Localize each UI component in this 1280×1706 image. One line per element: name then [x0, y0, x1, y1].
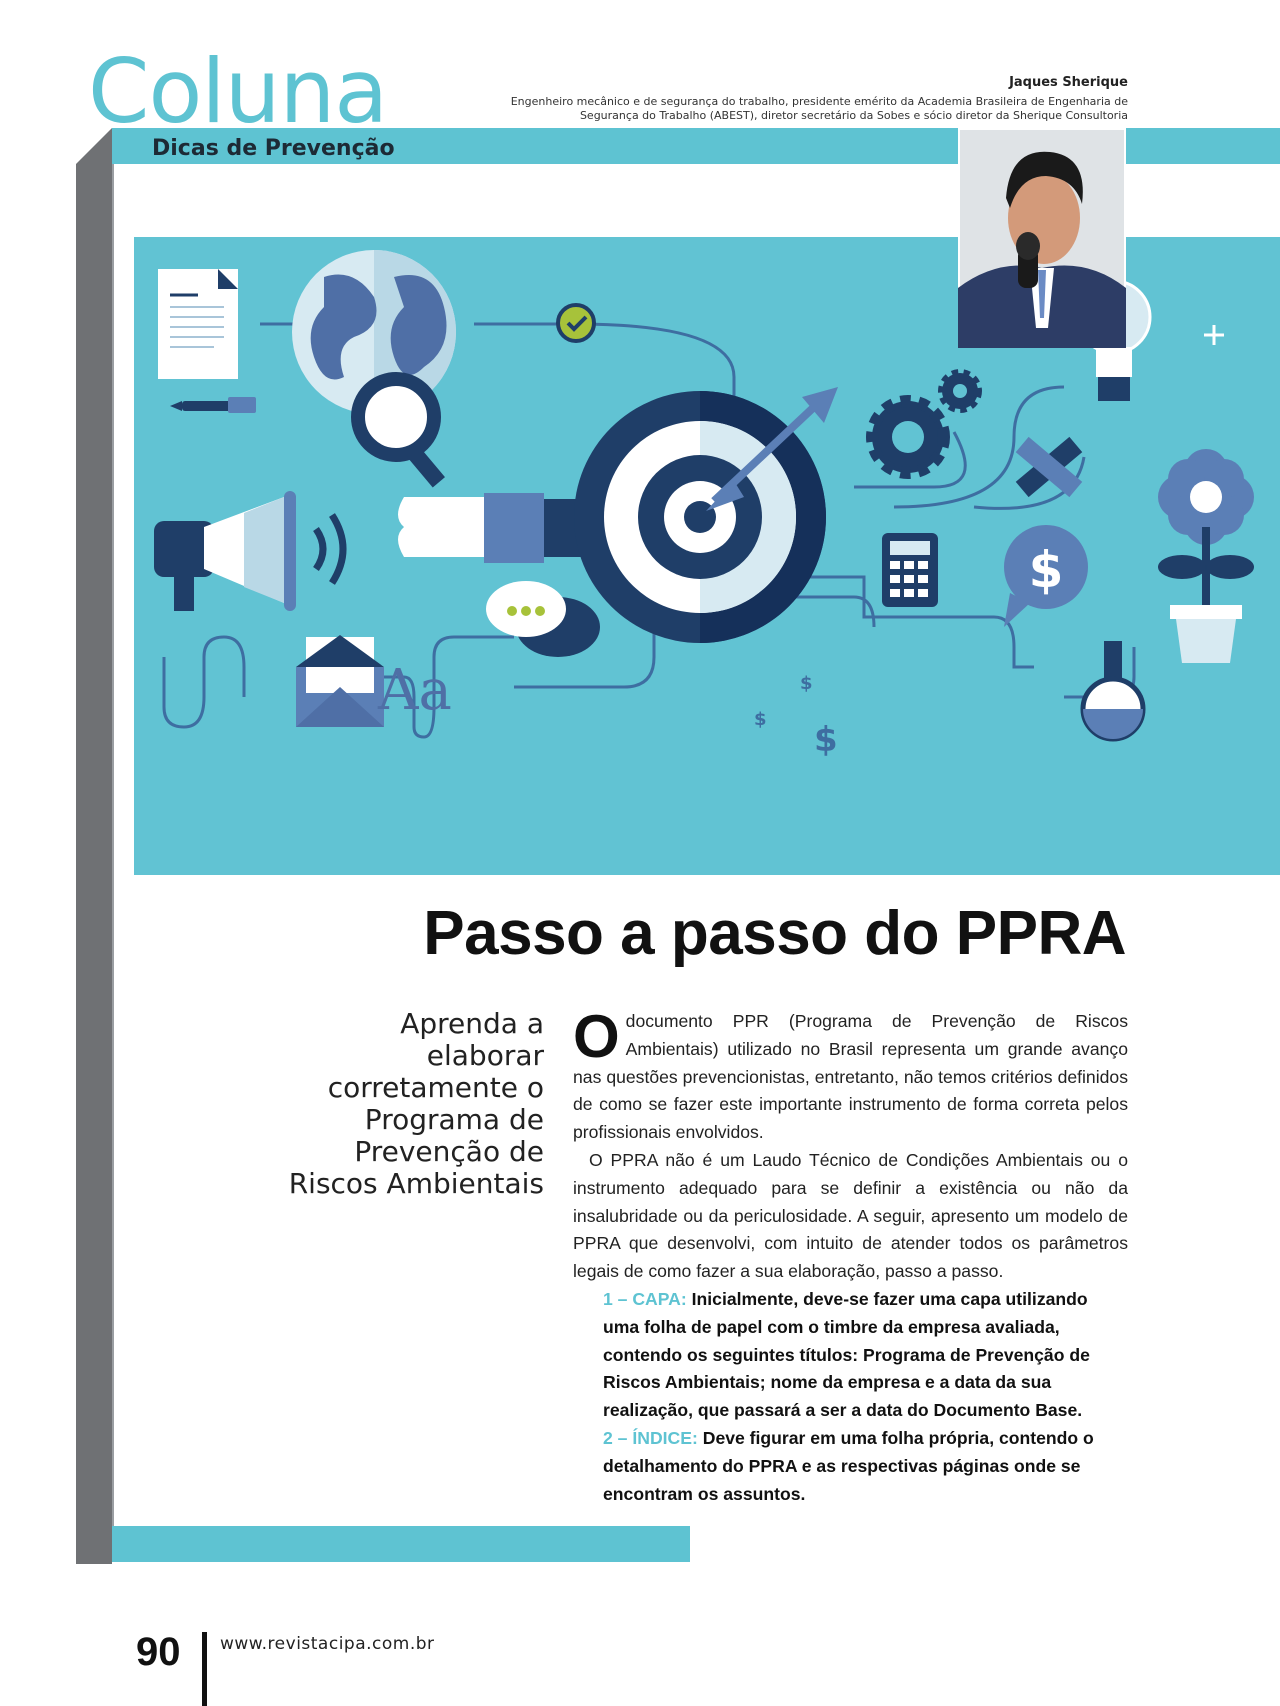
footer-rule — [202, 1632, 207, 1706]
column-section: Dicas de Prevenção — [152, 136, 395, 161]
author-name: Jaques Sherique — [1009, 75, 1128, 90]
bottom-band — [112, 1526, 690, 1562]
article-title: Passo a passo do PPRA — [423, 899, 1126, 968]
step-2-label: 2 – ÍNDICE: — [603, 1427, 698, 1448]
dollar-glyph: $ — [754, 709, 767, 730]
article-lede: Aprenda a elaborar corretamente o Programa de Prevenção de Riscos Ambientais — [288, 1007, 544, 1200]
paragraph-2: O PPRA não é um Laudo Técnico de Condições Ambientais ou o instrumento adequado para se definir a existência ou não da insalubridade ou da periculosidade. A seguir, apresento um modelo de PPRA que desenvolvi, com intuito de atender todos os parâmetros legais de como fazer a sua elaboração, passo a passo. — [573, 1149, 1128, 1282]
page-side-shadow — [76, 164, 112, 1564]
author-photo — [958, 128, 1126, 348]
envelope-icon — [296, 635, 384, 727]
paragraph-1-text: documento PPR (Programa de Prevenção de Riscos Ambientais) utilizado no Brasil representa um grande avanço nas questões prevencionistas, entretanto, não temos critérios definidos de como se fazer este importante instrumento de forma correta pelos profissionais envolvidos. — [573, 1011, 1128, 1143]
letters-glyph: Aa — [378, 658, 452, 723]
step-2 — [603, 1425, 1128, 1508]
dollar-glyph: $ — [814, 720, 838, 760]
column-title: Coluna — [88, 40, 388, 143]
calculator-icon — [882, 533, 938, 607]
step-1-label: 1 – CAPA: — [603, 1288, 687, 1309]
dollar-glyph: $ — [1028, 541, 1064, 599]
paragraph-1 — [573, 1003, 1128, 1147]
drop-cap: O — [573, 1003, 620, 1070]
article-body — [573, 1003, 1128, 1508]
step-1-text: Inicialmente, deve-se fazer uma capa utilizando uma folha de papel com o timbre da empresa avaliada, contendo os seguintes títulos: Programa de Prevenção de Riscos Ambientais; nome da empresa e a data da sua realização, que passará a ser a data do Documento Base. — [603, 1288, 1090, 1421]
footer-url[interactable]: www.revistacipa.com.br — [220, 1634, 435, 1654]
dollar-glyph: $ — [800, 673, 813, 694]
step-1 — [603, 1286, 1128, 1425]
document-icon — [158, 269, 238, 379]
step-2-text: Deve figurar em uma folha própria, contendo o detalhamento do PPRA e as respectivas páginas onde se encontram os assuntos. — [603, 1427, 1094, 1504]
check-icon — [558, 305, 594, 341]
page-number: 90 — [136, 1630, 181, 1674]
author-bio: Engenheiro mecânico e de segurança do trabalho, presidente emérito da Academia Brasileira de Engenharia de Segurança do Trabalho (ABEST), diretor secretário da Sobes e sócio diretor da Sherique Consultoria — [510, 95, 1128, 122]
